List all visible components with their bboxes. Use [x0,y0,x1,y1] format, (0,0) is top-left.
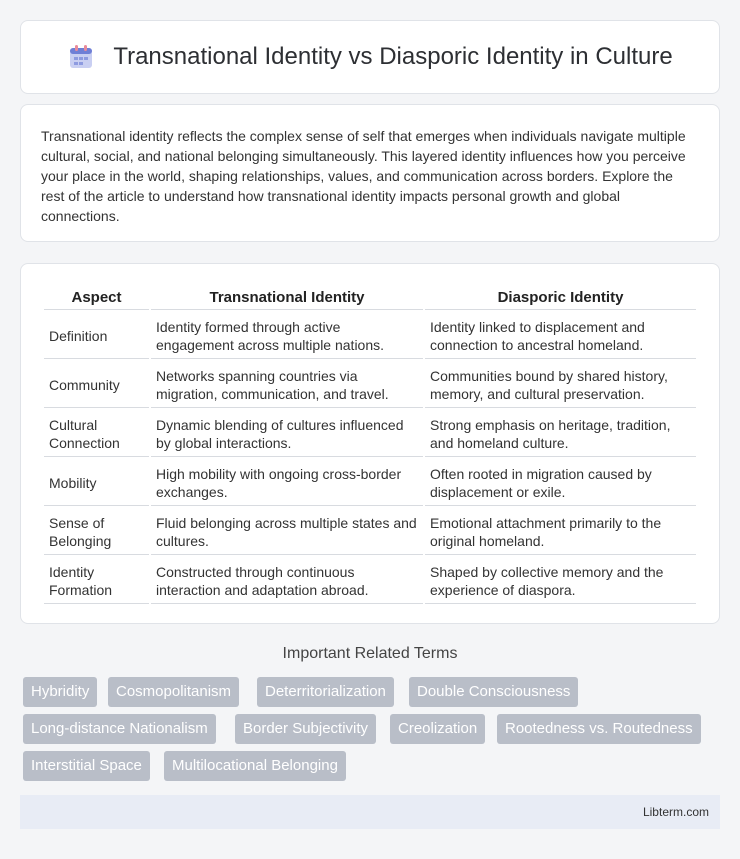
comparison-card [20,263,720,624]
tag-rootedness-vs-routedness[interactable]: Rootedness vs. Routedness [497,714,701,744]
aspect-cell: Definition [44,312,149,359]
transnational-cell: Dynamic blending of cultures influenced by global interactions. [151,410,423,457]
diasporic-cell: Shaped by collective memory and the experience of diaspora. [425,557,696,604]
related-terms-title: Important Related Terms [282,645,458,662]
table-row [44,459,696,506]
header-card [20,20,720,94]
intro-text: Transnational identity reflects the complex sense of self that emerges when individuals navigate multiple cultural, social, and national belonging simultaneously. This layered identity influences how you perceive your place in the world, shaping relationships, values, and communication across borders. Explore the rest of the article to understand how transnational identity impacts personal growth and global connections. [41,128,686,224]
transnational-cell: Networks spanning countries via migration, communication, and travel. [151,361,423,408]
aspect-cell: Community [44,361,149,408]
aspect-cell: Identity Formation [44,557,149,604]
comparison-table [42,284,698,606]
tag-double-consciousness[interactable]: Double Consciousness [409,677,578,707]
transnational-cell: Fluid belonging across multiple states and cultures. [151,508,423,555]
tag-interstitial-space[interactable]: Interstitial Space [23,751,150,781]
tag-long-distance-nationalism[interactable]: Long-distance Nationalism [23,714,216,744]
column-header-transnational: Transnational Identity [151,286,423,310]
footer-site-link[interactable]: Libterm.com [642,805,709,819]
diasporic-cell: Strong emphasis on heritage, tradition, and homeland culture. [425,410,696,457]
table-row [44,312,696,359]
tag-border-subjectivity[interactable]: Border Subjectivity [235,714,376,744]
table-header-row [44,286,696,310]
transnational-cell: Identity formed through active engagement across multiple nations. [151,312,423,359]
diasporic-cell: Identity linked to displacement and connection to ancestral homeland. [425,312,696,359]
calendar-icon [67,43,95,71]
table-row [44,508,696,555]
diasporic-cell: Emotional attachment primarily to the original homeland. [425,508,696,555]
footer [20,795,720,829]
intro-card [20,104,720,242]
tag-cosmopolitanism[interactable]: Cosmopolitanism [108,677,239,707]
table-row [44,361,696,408]
aspect-cell: Cultural Connection [44,410,149,457]
diasporic-cell: Often rooted in migration caused by displacement or exile. [425,459,696,506]
aspect-cell: Mobility [44,459,149,506]
diasporic-cell: Communities bound by shared history, memory, and cultural preservation. [425,361,696,408]
page-title: Transnational Identity vs Diasporic Identity in Culture [113,43,673,70]
transnational-cell: High mobility with ongoing cross-border exchanges. [151,459,423,506]
tag-hybridity[interactable]: Hybridity [23,677,97,707]
table-row [44,557,696,604]
column-header-diasporic: Diasporic Identity [425,286,696,310]
column-header-aspect: Aspect [44,286,149,310]
aspect-cell: Sense of Belonging [44,508,149,555]
transnational-cell: Constructed through continuous interaction and adaptation abroad. [151,557,423,604]
tag-deterritorialization[interactable]: Deterritorialization [257,677,394,707]
table-row [44,410,696,457]
tag-multilocational-belonging[interactable]: Multilocational Belonging [164,751,346,781]
tag-creolization[interactable]: Creolization [390,714,485,744]
